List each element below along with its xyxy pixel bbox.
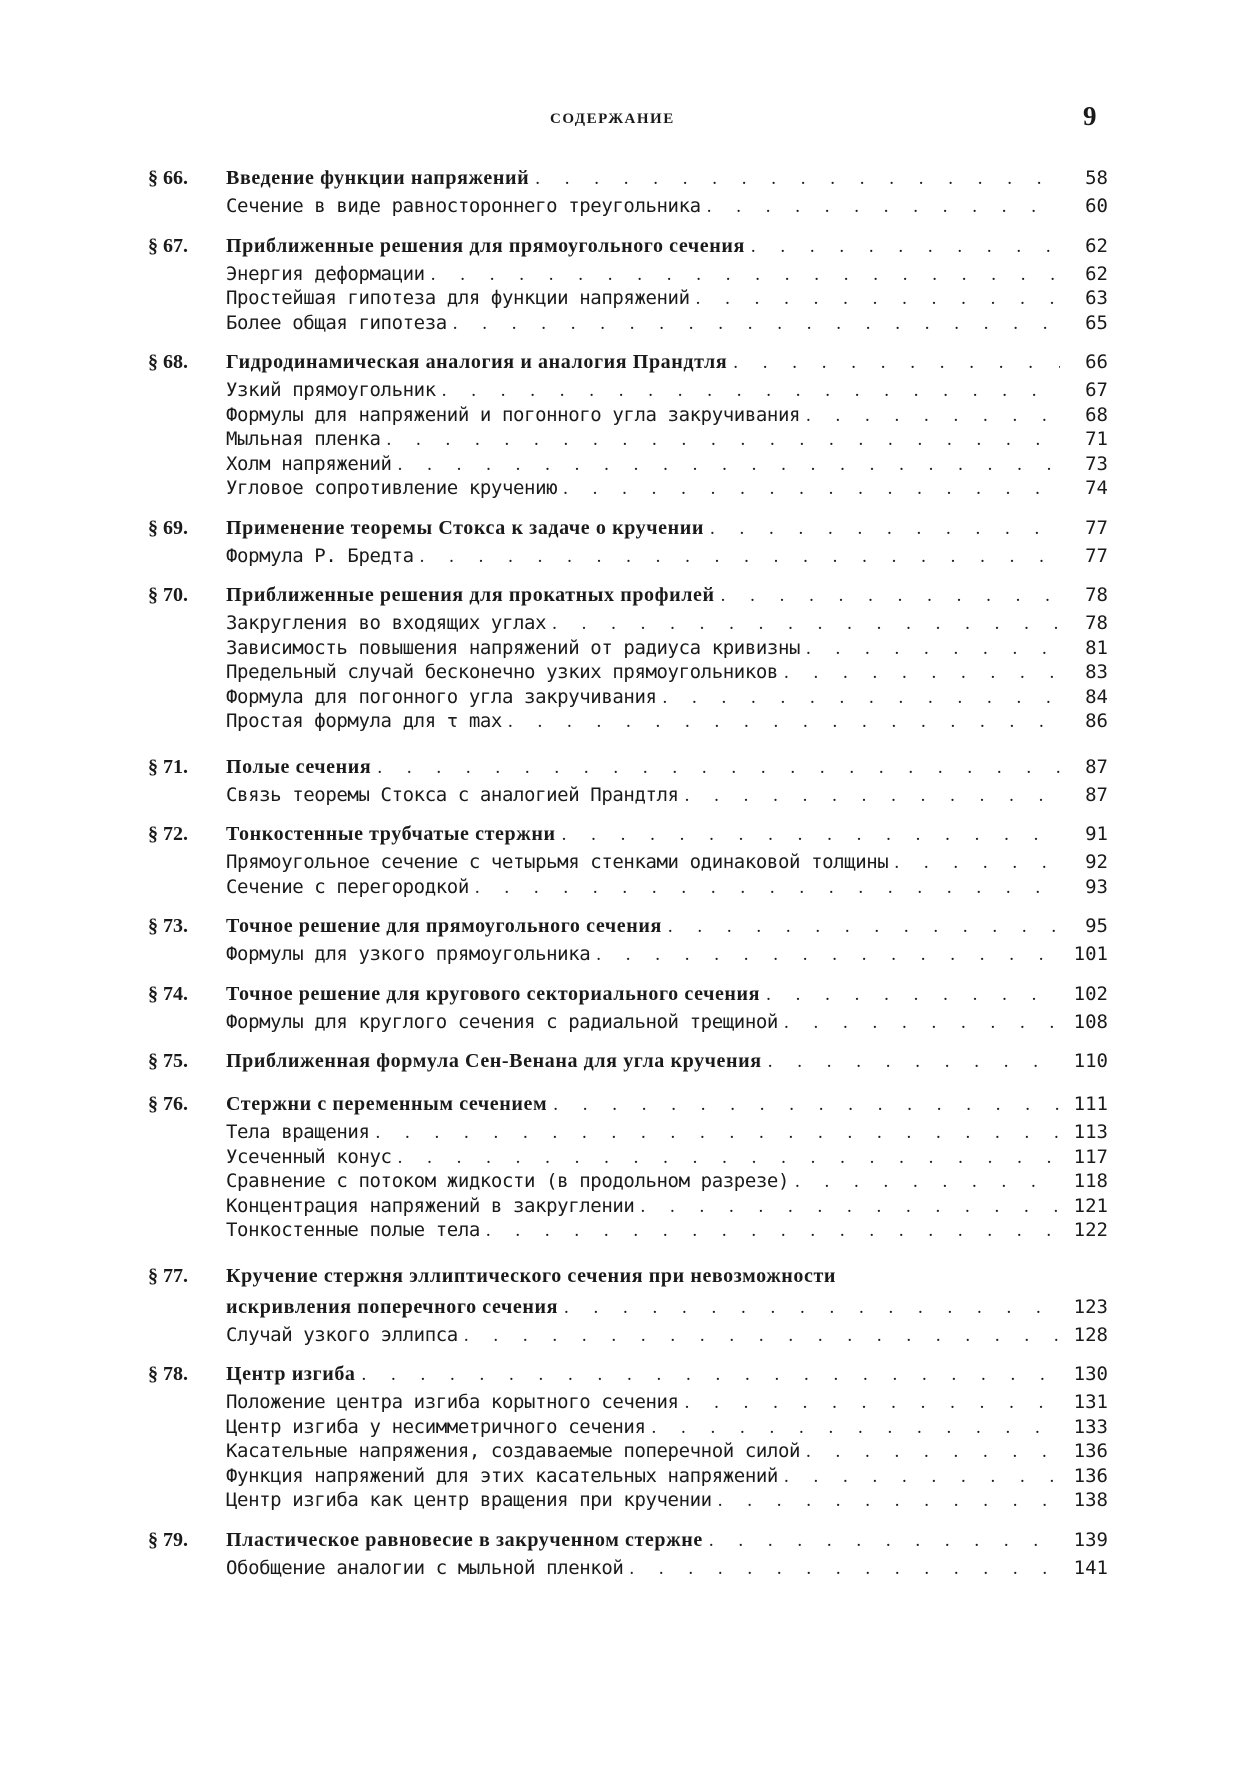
toc-subentry[interactable]	[148, 1439, 1108, 1464]
section-title: Точное решение для кругового секториального сечения	[226, 982, 761, 1005]
section-gap	[148, 501, 1108, 513]
toc-subentry[interactable]	[148, 636, 1108, 661]
subentry-title: Более общая гипотеза	[226, 311, 447, 334]
subentry-page: 117	[1073, 1145, 1108, 1168]
toc-section	[148, 1046, 1108, 1077]
section-page: 77	[1085, 516, 1108, 539]
subentry-page: 131	[1073, 1391, 1108, 1413]
toc-section-heading-cont[interactable]	[148, 1292, 1108, 1323]
subentry-page: 86	[1085, 710, 1108, 732]
toc-section	[148, 580, 1108, 734]
subentry-title: Сечение с перегородкой	[226, 875, 469, 898]
dot-leader	[377, 752, 1060, 783]
toc-subentry[interactable]	[148, 660, 1108, 685]
subentry-page: 138	[1073, 1489, 1108, 1511]
section-title-cont: искривления поперечного сечения	[226, 1295, 559, 1318]
subentry-page: 108	[1073, 1010, 1108, 1033]
toc-subentry[interactable]	[148, 1194, 1108, 1219]
toc-subentry[interactable]	[148, 194, 1108, 219]
section-gap	[148, 1034, 1108, 1046]
toc-section-heading[interactable]	[148, 231, 1108, 262]
subentry-page: 87	[1085, 783, 1108, 806]
dot-leader	[806, 637, 1060, 662]
section-number: § 79.	[148, 1528, 188, 1551]
section-page: 58	[1085, 167, 1108, 189]
toc-subentry[interactable]	[148, 1488, 1108, 1513]
dot-leader	[651, 1416, 1060, 1441]
section-number: § 74.	[148, 982, 188, 1005]
dot-leader	[766, 979, 1060, 1010]
subentry-page: 84	[1085, 685, 1108, 708]
subentry-page: 93	[1085, 875, 1108, 898]
subentry-page: 118	[1073, 1170, 1108, 1192]
running-head	[0, 101, 1259, 141]
subentry-title: Функция напряжений для этих касательных напряжений	[226, 1464, 778, 1487]
toc-section-heading[interactable]	[148, 513, 1108, 544]
dot-leader	[420, 545, 1060, 570]
dot-leader	[362, 1359, 1060, 1390]
toc-subentry[interactable]	[148, 378, 1108, 403]
subentry-page: 81	[1085, 636, 1108, 659]
toc-section	[148, 231, 1108, 336]
dot-leader	[376, 1121, 1060, 1146]
toc-subentry[interactable]	[148, 850, 1108, 875]
subentry-title: Обобщение аналогии с мыльной пленкой	[226, 1556, 624, 1579]
dot-leader	[640, 1195, 1060, 1220]
subentry-page: 128	[1073, 1323, 1108, 1346]
subentry-title: Предельный случай бесконечно узких прямоугольников	[226, 661, 778, 683]
subentry-page: 136	[1073, 1464, 1108, 1487]
dot-leader	[398, 453, 1060, 478]
subentry-page: 78	[1085, 612, 1108, 634]
subentry-title: Угловое сопротивление кручению	[226, 477, 558, 499]
dot-leader	[553, 1089, 1060, 1120]
toc-section-heading[interactable]	[148, 1046, 1108, 1077]
dot-leader	[696, 287, 1060, 312]
toc-section	[148, 1359, 1108, 1513]
toc-subentry[interactable]	[148, 476, 1108, 501]
subentry-page: 141	[1073, 1556, 1108, 1579]
toc-subentry[interactable]	[148, 1120, 1108, 1145]
section-title: Приближенные решения для прямоугольного сечения	[226, 234, 745, 257]
section-number: § 72.	[148, 823, 188, 845]
section-number: § 77.	[148, 1264, 188, 1287]
dot-leader	[453, 312, 1060, 337]
section-number: § 68.	[148, 351, 188, 373]
section-title: Приближенная формула Сен-Венана для угла кручения	[226, 1050, 762, 1072]
subentry-title: Энергия деформации	[226, 262, 425, 285]
toc-section-heading[interactable]	[148, 580, 1108, 611]
section-page: 139	[1073, 1528, 1108, 1551]
subentry-page: 65	[1085, 311, 1108, 334]
dot-leader	[552, 612, 1060, 637]
toc-subentry[interactable]	[148, 452, 1108, 477]
dot-leader	[709, 1525, 1060, 1556]
subentry-title: Сравнение с потоком жидкости (в продольном разрезе)	[226, 1170, 789, 1192]
table-of-contents	[148, 163, 1108, 1580]
dot-leader	[387, 428, 1060, 453]
section-title: Приближенные решения для прокатных профилей	[226, 584, 715, 606]
section-gap	[148, 1243, 1108, 1261]
running-head-title: СОДЕРЖАНИЕ	[550, 111, 675, 127]
section-title: Применение теоремы Стокса к задаче о кручении	[226, 516, 704, 539]
dot-leader	[563, 477, 1060, 502]
dot-leader	[464, 1324, 1060, 1349]
dot-leader	[707, 195, 1060, 220]
toc-section-heading[interactable]	[148, 752, 1108, 783]
subentry-title: Положение центра изгиба корытного сечения	[226, 1391, 679, 1413]
section-number: § 75.	[148, 1050, 188, 1072]
toc-subentry[interactable]	[148, 875, 1108, 900]
toc-subentry[interactable]	[148, 1145, 1108, 1170]
dot-leader	[535, 163, 1060, 194]
toc-subentry[interactable]	[148, 709, 1108, 734]
section-gap	[148, 568, 1108, 580]
dot-leader	[784, 1465, 1060, 1490]
section-gap	[148, 1077, 1108, 1089]
subentry-page: 73	[1085, 452, 1108, 475]
section-page: 62	[1085, 234, 1108, 257]
toc-section	[148, 752, 1108, 808]
section-title: Кручение стержня эллиптического сечения при невозможности	[226, 1264, 837, 1287]
subentry-title: Усеченный конус	[226, 1145, 392, 1168]
subentry-title: Закругления во входящих углах	[226, 612, 547, 634]
subentry-title: Зависимость повышения напряжений от радиуса кривизны	[226, 636, 801, 659]
subentry-title: Тонкостенные полые тела	[226, 1219, 480, 1241]
dot-leader	[894, 851, 1060, 876]
subentry-title: Узкий прямоугольник	[226, 379, 436, 401]
section-number: § 76.	[148, 1093, 188, 1115]
subentry-title: Холм напряжений	[226, 452, 392, 475]
subentry-title: Центр изгиба как центр вращения при кручении	[226, 1489, 712, 1511]
section-title: Точное решение для прямоугольного сечения	[226, 915, 662, 937]
subentry-title: Центр изгиба у несимметричного сечения	[226, 1415, 646, 1438]
dot-leader	[668, 911, 1060, 942]
subentry-title: Связь теоремы Стокса с аналогией Прандтля	[226, 783, 679, 806]
toc-subentry[interactable]	[148, 1390, 1108, 1415]
dot-leader	[721, 580, 1060, 611]
section-number: § 67.	[148, 234, 188, 257]
toc-section	[148, 163, 1108, 219]
toc-section	[148, 347, 1108, 501]
section-page: 111	[1073, 1093, 1108, 1115]
toc-subentry[interactable]	[148, 783, 1108, 808]
section-title: Введение функции напряжений	[226, 167, 530, 189]
dot-leader	[564, 1292, 1060, 1323]
toc-subentry[interactable]	[148, 427, 1108, 452]
section-gap	[148, 899, 1108, 911]
subentry-title: Простейшая гипотеза для функции напряжений	[226, 287, 690, 309]
section-page: 66	[1085, 351, 1108, 373]
toc-section-heading[interactable]	[148, 911, 1108, 942]
toc-subentry[interactable]	[148, 942, 1108, 967]
dot-leader	[431, 263, 1060, 288]
toc-section	[148, 1261, 1108, 1348]
subentry-page: 77	[1085, 544, 1108, 567]
dot-leader	[710, 513, 1060, 544]
toc-section	[148, 979, 1108, 1035]
section-gap	[148, 734, 1108, 752]
toc-section-heading[interactable]	[148, 1359, 1108, 1390]
section-number: § 70.	[148, 584, 188, 606]
subentry-title: Формулы для узкого прямоугольника	[226, 943, 591, 965]
toc-subentry[interactable]	[148, 1323, 1108, 1348]
subentry-page: 121	[1073, 1194, 1108, 1217]
dot-leader	[475, 876, 1060, 901]
subentry-title: Случай узкого эллипса	[226, 1323, 458, 1346]
section-title: Тонкостенные трубчатые стержни	[226, 823, 556, 845]
subentry-title: Прямоугольное сечение с четырьмя стенками одинаковой толщины	[226, 851, 889, 873]
section-gap	[148, 1347, 1108, 1359]
toc-section-heading[interactable]	[148, 1089, 1108, 1120]
subentry-page: 113	[1073, 1121, 1108, 1143]
subentry-title: Концентрация напряжений в закруглении	[226, 1194, 635, 1217]
subentry-page: 68	[1085, 403, 1108, 426]
toc-section-heading[interactable]	[148, 347, 1108, 378]
section-gap	[148, 967, 1108, 979]
subentry-page: 74	[1085, 477, 1108, 499]
dot-leader	[806, 404, 1060, 429]
toc-section	[148, 1525, 1108, 1581]
toc-subentry[interactable]	[148, 1218, 1108, 1243]
section-number: § 71.	[148, 755, 188, 778]
section-title: Полые сечения	[226, 755, 372, 778]
section-page: 87	[1085, 755, 1108, 778]
toc-subentry[interactable]	[148, 685, 1108, 710]
subentry-page: 101	[1073, 943, 1108, 965]
section-number: § 73.	[148, 915, 188, 937]
toc-subentry[interactable]	[148, 311, 1108, 336]
subentry-title: Формула Р. Бредта	[226, 544, 414, 567]
toc-subentry[interactable]	[148, 262, 1108, 287]
toc-section	[148, 911, 1108, 967]
dot-leader	[596, 943, 1060, 968]
section-gap	[148, 1513, 1108, 1525]
dot-leader	[784, 661, 1060, 686]
subentry-page: 92	[1085, 851, 1108, 873]
toc-section-heading[interactable]	[148, 819, 1108, 850]
dot-leader	[806, 1440, 1060, 1465]
dot-leader	[718, 1489, 1060, 1514]
section-number: § 66.	[148, 167, 188, 189]
subentry-page: 83	[1085, 661, 1108, 683]
toc-section-heading[interactable]	[148, 163, 1108, 194]
subentry-page: 60	[1085, 195, 1108, 217]
dot-leader	[768, 1046, 1060, 1077]
dot-leader	[629, 1557, 1060, 1582]
section-page: 110	[1073, 1050, 1108, 1072]
page-number: 9	[1083, 101, 1097, 131]
toc-section	[148, 1089, 1108, 1243]
section-title: Пластическое равновесие в закрученном стержне	[226, 1528, 703, 1551]
dot-leader	[795, 1170, 1060, 1195]
subentry-page: 63	[1085, 287, 1108, 309]
toc-subentry[interactable]	[148, 1556, 1108, 1581]
subentry-page: 62	[1085, 262, 1108, 285]
section-title: Гидродинамическая аналогия и аналогия Прандтля	[226, 351, 728, 373]
dot-leader	[398, 1146, 1060, 1171]
subentry-title: Тела вращения	[226, 1121, 370, 1143]
subentry-page: 136	[1073, 1440, 1108, 1462]
toc-subentry[interactable]	[148, 1464, 1108, 1489]
toc-section-heading[interactable]	[148, 1261, 1108, 1292]
subentry-page: 67	[1085, 379, 1108, 401]
toc-section	[148, 819, 1108, 899]
dot-leader	[486, 1219, 1060, 1244]
section-page: 95	[1085, 915, 1108, 937]
section-page: 123	[1073, 1295, 1108, 1318]
dot-leader	[442, 379, 1060, 404]
section-page: 78	[1085, 584, 1108, 606]
subentry-page: 122	[1073, 1219, 1108, 1241]
subentry-title: Формулы для напряжений и погонного угла закручивания	[226, 403, 801, 426]
section-gap	[148, 335, 1108, 347]
dot-leader	[685, 1391, 1060, 1416]
section-page: 130	[1073, 1363, 1108, 1385]
section-number: § 78.	[148, 1363, 188, 1385]
toc-section-heading[interactable]	[148, 979, 1108, 1010]
section-title: Стержни с переменным сечением	[226, 1093, 548, 1115]
section-gap	[148, 807, 1108, 819]
subentry-title: Простая формула для τ max	[226, 710, 502, 732]
subentry-title: Касательные напряжения, создаваемые поперечной силой	[226, 1440, 801, 1462]
dot-leader	[784, 1011, 1060, 1036]
toc-subentry[interactable]	[148, 1169, 1108, 1194]
toc-section	[148, 513, 1108, 569]
subentry-title: Мыльная пленка	[226, 428, 381, 450]
subentry-page: 71	[1085, 428, 1108, 450]
subentry-title: Формула для погонного угла закручивания	[226, 685, 657, 708]
dot-leader	[663, 686, 1060, 711]
subentry-title: Формулы для круглого сечения с радиальной трещиной	[226, 1010, 778, 1033]
toc-subentry[interactable]	[148, 611, 1108, 636]
section-page: 91	[1085, 823, 1108, 845]
subentry-page: 133	[1073, 1415, 1108, 1438]
section-title: Центр изгиба	[226, 1363, 356, 1385]
dot-leader	[733, 347, 1060, 378]
dot-leader	[685, 784, 1060, 809]
toc-subentry[interactable]	[148, 403, 1108, 428]
toc-subentry[interactable]	[148, 1415, 1108, 1440]
section-gap	[148, 219, 1108, 231]
dot-leader	[562, 819, 1060, 850]
dot-leader	[508, 710, 1060, 735]
section-page: 102	[1073, 982, 1108, 1005]
toc-section-heading[interactable]	[148, 1525, 1108, 1556]
dot-leader	[751, 231, 1060, 262]
toc-subentry[interactable]	[148, 544, 1108, 569]
toc-subentry[interactable]	[148, 1010, 1108, 1035]
section-number: § 69.	[148, 516, 188, 539]
subentry-title: Сечение в виде равностороннего треугольника	[226, 195, 701, 217]
toc-subentry[interactable]	[148, 286, 1108, 311]
